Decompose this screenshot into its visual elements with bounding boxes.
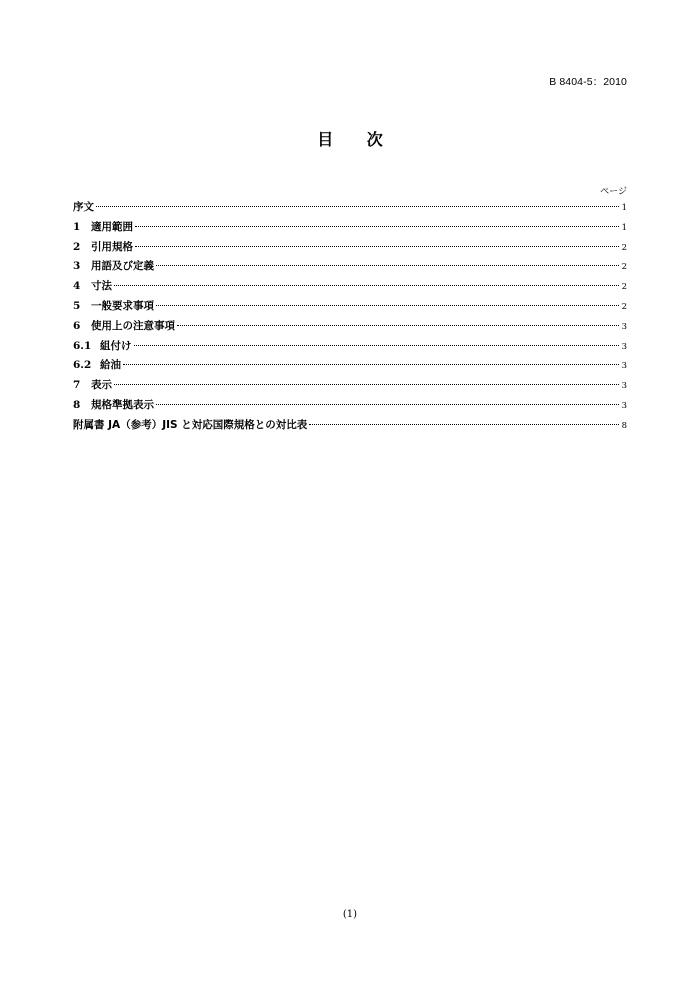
- toc-entry-label: 引用規格: [91, 240, 133, 253]
- document-number: B 8404-5：2010: [549, 76, 627, 88]
- toc-entry-marking[interactable]: [73, 376, 627, 396]
- toc-entry-page: 3: [621, 341, 627, 352]
- toc-entry-page: 3: [621, 381, 627, 392]
- toc-entry-general-requirements[interactable]: [73, 297, 627, 317]
- toc-dot-leader: [96, 206, 619, 207]
- toc-entry-page: 2: [621, 242, 627, 253]
- toc-entry-annex-ja[interactable]: [73, 416, 627, 436]
- toc-entry-dimensions[interactable]: [73, 277, 627, 297]
- toc-entry-preface[interactable]: [73, 198, 627, 218]
- toc-dot-leader: [135, 246, 619, 247]
- toc-entry-number: 2: [73, 240, 81, 253]
- toc-dot-leader: [156, 265, 619, 266]
- toc-entry-page: 2: [621, 282, 627, 293]
- footer-page-number: (1): [342, 909, 358, 920]
- toc-entry-label: 一般要求事項: [91, 299, 154, 312]
- toc-entry-number: 6.2: [73, 359, 92, 372]
- toc-entry-label: 寸法: [91, 280, 112, 293]
- toc-dot-leader: [177, 325, 619, 326]
- toc-entry-page: 3: [621, 321, 627, 332]
- toc-entry-number: 6.1: [73, 339, 92, 352]
- toc-entry-number: 3: [73, 260, 81, 273]
- toc-dot-leader: [309, 424, 619, 425]
- toc-dot-leader: [156, 404, 619, 405]
- toc-dot-leader: [114, 285, 619, 286]
- page-column-label: ページ: [600, 187, 627, 197]
- toc-entry-terms-definitions[interactable]: [73, 257, 627, 277]
- toc-entry-label: 表示: [91, 379, 112, 392]
- toc-entry-page: 3: [621, 361, 627, 372]
- table-of-contents: [73, 198, 627, 436]
- toc-entry-usage-precautions[interactable]: [73, 317, 627, 337]
- toc-entry-page: 2: [621, 262, 627, 273]
- toc-entry-number: 7: [73, 379, 81, 392]
- toc-entry-number: 1: [73, 220, 81, 233]
- toc-title: 目 次: [317, 130, 397, 149]
- toc-entry-number: 8: [73, 398, 81, 411]
- toc-entry-number: 4: [73, 280, 81, 293]
- toc-entry-label: 給油: [100, 359, 121, 372]
- toc-entry-label: 用語及び定義: [91, 260, 154, 273]
- toc-entry-page: 2: [621, 301, 627, 312]
- toc-entry-label: 適用範囲: [91, 220, 133, 233]
- toc-dot-leader: [156, 305, 619, 306]
- toc-entry-label: 附属書 JA（参考）JIS と対応国際規格との対比表: [73, 418, 308, 431]
- toc-entry-assembly[interactable]: [73, 337, 627, 357]
- toc-entry-label: 使用上の注意事項: [91, 319, 175, 332]
- toc-entry-scope[interactable]: [73, 218, 627, 238]
- toc-entry-page: 1: [621, 203, 627, 213]
- toc-entry-page: 1: [621, 222, 627, 233]
- toc-dot-leader: [135, 226, 619, 227]
- toc-entry-label: 組付け: [100, 339, 132, 352]
- toc-dot-leader: [123, 364, 619, 365]
- toc-entry-normative-references[interactable]: [73, 238, 627, 258]
- toc-entry-page: 3: [621, 400, 627, 411]
- toc-entry-number: 5: [73, 299, 81, 312]
- toc-entry-label: 規格準拠表示: [91, 398, 154, 411]
- toc-dot-leader: [134, 345, 620, 346]
- toc-entry-label: 序文: [73, 201, 94, 213]
- toc-entry-page: 8: [621, 420, 627, 431]
- toc-dot-leader: [114, 384, 619, 385]
- toc-entry-number: 6: [73, 319, 81, 332]
- toc-entry-conformity-marking[interactable]: [73, 396, 627, 416]
- toc-entry-lubrication[interactable]: [73, 356, 627, 376]
